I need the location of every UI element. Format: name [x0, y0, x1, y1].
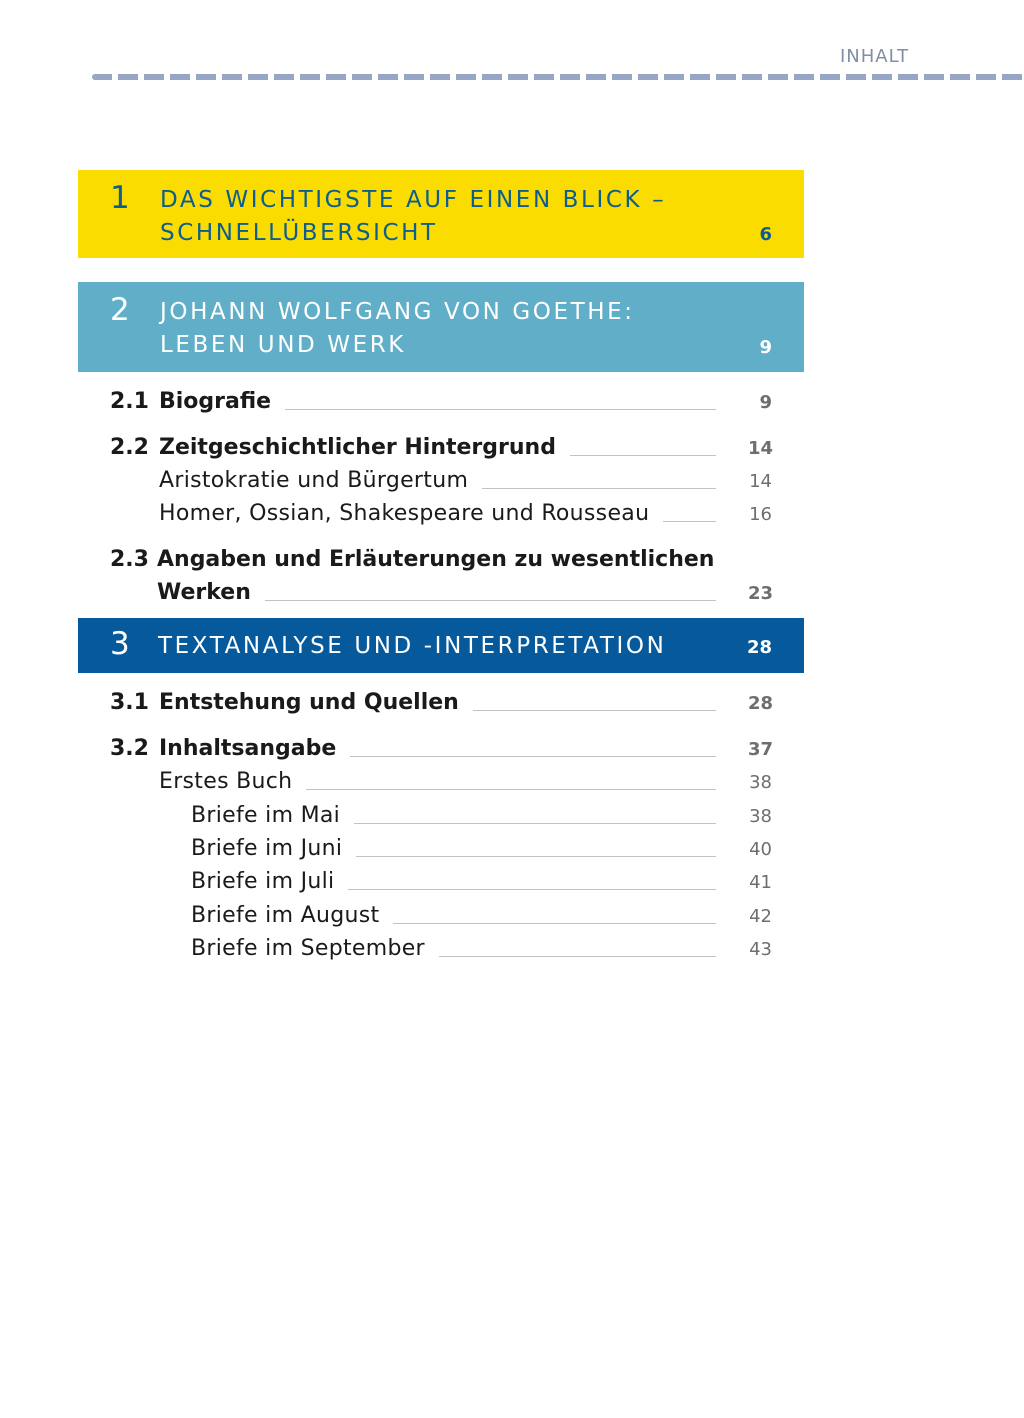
- page-number: 9: [759, 392, 772, 413]
- dot-leader: [350, 755, 716, 757]
- section-title: Entstehung und Quellen: [159, 690, 459, 715]
- section-number: 3.1: [110, 690, 149, 715]
- chapter-number: 1: [110, 180, 130, 216]
- toc-entry-3-2-a-2[interactable]: [0, 834, 772, 865]
- dot-leader: [482, 487, 716, 489]
- dot-leader: [306, 788, 716, 790]
- dot-leader: [265, 599, 716, 601]
- page-number: 16: [749, 504, 772, 525]
- page-number: 43: [749, 939, 772, 960]
- toc-entry-2-2-a[interactable]: [0, 466, 772, 497]
- toc-entry-3-2-a-4[interactable]: [0, 901, 772, 932]
- toc-entry-3-2-a-1[interactable]: [0, 801, 772, 832]
- chapter-page-number: 28: [746, 637, 772, 658]
- toc-entry-3-2[interactable]: [0, 734, 772, 765]
- section-title-continued: Werken: [157, 580, 251, 605]
- chapter-page-number: 9: [759, 337, 772, 358]
- page-number: 41: [749, 872, 772, 893]
- chapter-title-line: SCHNELLÜBERSICHT: [160, 220, 438, 246]
- subsection-title: Homer, Ossian, Shakespeare und Rousseau: [159, 501, 650, 526]
- running-header: INHALT: [840, 46, 910, 67]
- chapter-3-banner[interactable]: [78, 618, 804, 673]
- subsubsection-title: Briefe im Juli: [191, 869, 335, 894]
- section-number: 2.3: [110, 547, 149, 572]
- chapter-title-line: JOHANN WOLFGANG VON GOETHE:: [160, 299, 635, 325]
- toc-entry-3-2-a-3[interactable]: [0, 867, 772, 898]
- toc-entry-2-2-b[interactable]: [0, 499, 772, 530]
- toc-entry-2-2[interactable]: [0, 433, 772, 464]
- toc-entry-3-2-a[interactable]: [0, 767, 772, 798]
- chapter-1-banner[interactable]: [78, 170, 804, 258]
- page-number: 37: [748, 739, 774, 760]
- section-title: Zeitgeschichtlicher Hintergrund: [159, 435, 556, 460]
- dot-leader: [393, 922, 716, 924]
- subsubsection-title: Briefe im August: [191, 903, 380, 928]
- chapter-title-line: LEBEN UND WERK: [160, 332, 406, 358]
- page-number: 23: [748, 583, 774, 604]
- dot-leader: [348, 888, 716, 890]
- toc-entry-2-1[interactable]: [0, 387, 772, 418]
- dot-leader: [285, 408, 716, 410]
- subsection-title: Aristokratie und Bürgertum: [159, 468, 469, 493]
- section-number: 2.1: [110, 389, 149, 414]
- dot-leader: [356, 855, 716, 857]
- subsubsection-title: Briefe im Juni: [191, 836, 343, 861]
- dot-leader: [570, 454, 716, 456]
- section-title: Inhaltsangabe: [159, 736, 337, 761]
- section-number: 3.2: [110, 736, 149, 761]
- toc-entry-3-1[interactable]: [0, 688, 772, 719]
- chapter-title-line: TEXTANALYSE UND -INTERPRETATION: [158, 633, 667, 659]
- dot-leader: [663, 520, 716, 522]
- section-title: Biografie: [159, 389, 272, 414]
- chapter-number: 2: [110, 292, 130, 328]
- subsubsection-title: Briefe im September: [191, 936, 425, 961]
- chapter-title-line: DAS WICHTIGSTE AUF EINEN BLICK –: [160, 187, 667, 213]
- chapter-title: [160, 296, 635, 362]
- toc-entry-3-2-a-5[interactable]: [0, 934, 772, 965]
- page-number: 14: [749, 471, 772, 492]
- header-dashed-rule: [92, 74, 1024, 80]
- page-number: 28: [748, 693, 774, 714]
- dot-leader: [354, 822, 716, 824]
- toc-entry-2-3-line1[interactable]: [0, 545, 772, 575]
- chapter-title: [160, 184, 666, 250]
- section-number: 2.2: [110, 435, 149, 460]
- page-number: 38: [749, 772, 772, 793]
- dot-leader: [473, 709, 716, 711]
- page-number: 38: [749, 806, 772, 827]
- toc-entry-2-3-line2[interactable]: [0, 578, 772, 609]
- chapter-2-banner[interactable]: [78, 282, 804, 372]
- page-number: 14: [748, 438, 774, 459]
- chapter-title: [158, 630, 666, 663]
- chapter-page-number: 6: [759, 224, 772, 245]
- subsubsection-title: Briefe im Mai: [191, 803, 341, 828]
- subsection-title: Erstes Buch: [159, 769, 293, 794]
- chapter-number: 3: [110, 626, 130, 662]
- section-title: Angaben und Erläuterungen zu wesentlichen: [157, 547, 715, 572]
- page-number: 40: [749, 839, 772, 860]
- page-number: 42: [749, 906, 772, 927]
- dot-leader: [439, 955, 716, 957]
